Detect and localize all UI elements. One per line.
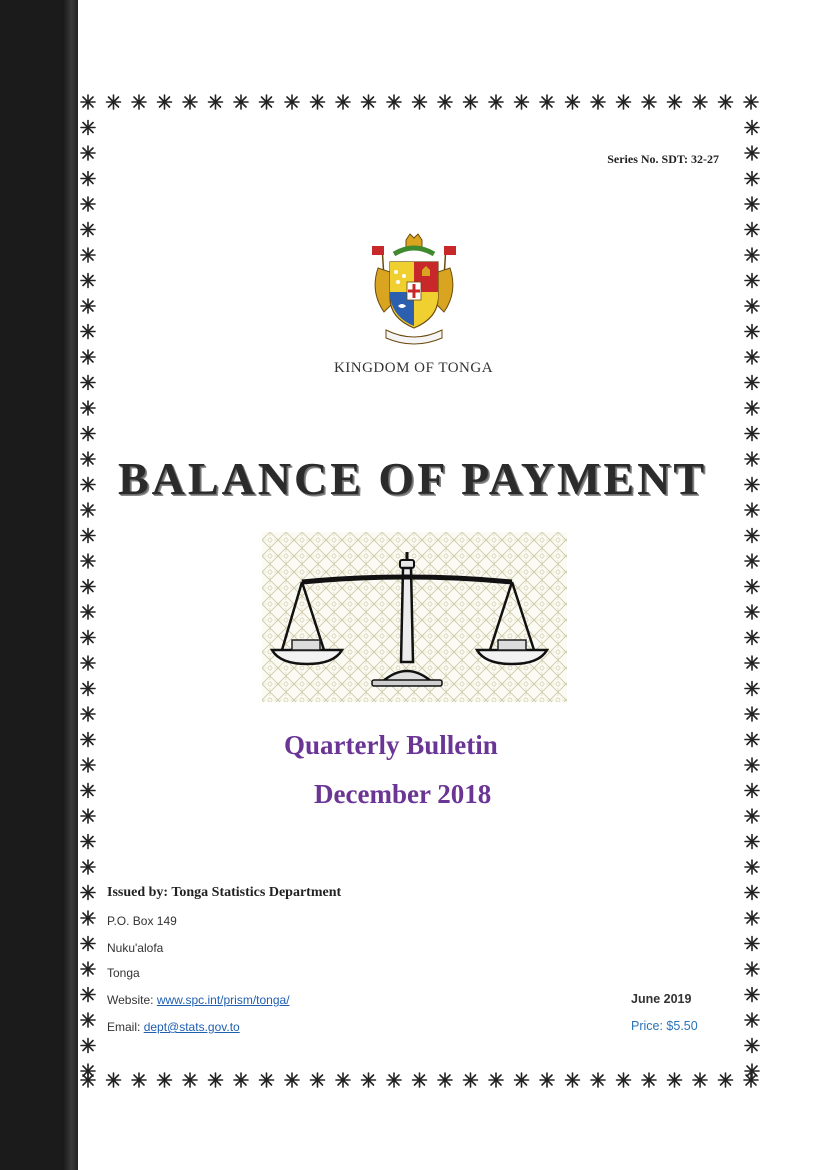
border-star bbox=[540, 95, 554, 109]
border-star bbox=[745, 427, 759, 441]
border-star bbox=[81, 376, 95, 390]
border-star bbox=[745, 962, 759, 976]
border-star bbox=[311, 95, 325, 109]
border-star bbox=[745, 121, 759, 135]
website-link[interactable]: www.spc.int/prism/tonga/ bbox=[156, 993, 290, 1007]
border-star bbox=[107, 1073, 121, 1087]
balance-scale-icon bbox=[262, 532, 567, 702]
border-star bbox=[107, 95, 121, 109]
border-star bbox=[745, 401, 759, 415]
border-star bbox=[438, 95, 452, 109]
border-star bbox=[745, 325, 759, 339]
border-star bbox=[745, 605, 759, 619]
border-star bbox=[81, 656, 95, 670]
border-star bbox=[744, 95, 758, 109]
border-star bbox=[81, 1039, 95, 1053]
border-star bbox=[745, 835, 759, 849]
border-star bbox=[81, 605, 95, 619]
border-star bbox=[745, 146, 759, 160]
border-star bbox=[81, 452, 95, 466]
border-star bbox=[745, 554, 759, 568]
series-number: Series No. SDT: 32-27 bbox=[607, 152, 719, 166]
border-star bbox=[745, 1013, 759, 1027]
country-name: KINGDOM OF TONGA bbox=[333, 360, 494, 376]
border-star bbox=[745, 376, 759, 390]
border-star bbox=[745, 478, 759, 492]
border-star bbox=[745, 784, 759, 798]
subtitle-period: December 2018 bbox=[314, 779, 492, 809]
email-link[interactable]: dept@stats.gov.to bbox=[143, 1020, 240, 1034]
website-label: Website: bbox=[107, 993, 157, 1007]
border-star bbox=[336, 1073, 350, 1087]
border-star bbox=[183, 95, 197, 109]
border-star bbox=[719, 1073, 733, 1087]
border-star bbox=[464, 95, 478, 109]
website-line bbox=[107, 993, 290, 1007]
border-star bbox=[745, 452, 759, 466]
publication-date: June 2019 bbox=[631, 992, 692, 1006]
border-star bbox=[81, 274, 95, 288]
border-star bbox=[81, 223, 95, 237]
border-star bbox=[489, 1073, 503, 1087]
border-star bbox=[234, 95, 248, 109]
border-star bbox=[745, 656, 759, 670]
border-star bbox=[81, 937, 95, 951]
border-star bbox=[515, 95, 529, 109]
border-star bbox=[81, 427, 95, 441]
border-star bbox=[81, 707, 95, 721]
border-star bbox=[209, 95, 223, 109]
border-star bbox=[489, 95, 503, 109]
border-star bbox=[668, 95, 682, 109]
border-star bbox=[566, 1073, 580, 1087]
border-star bbox=[81, 197, 95, 211]
border-star bbox=[81, 554, 95, 568]
border-star bbox=[745, 197, 759, 211]
border-star bbox=[693, 1073, 707, 1087]
border-star bbox=[260, 1073, 274, 1087]
border-star bbox=[209, 1073, 223, 1087]
border-star bbox=[81, 835, 95, 849]
border-star bbox=[515, 1073, 529, 1087]
border-star bbox=[617, 1073, 631, 1087]
border-star bbox=[81, 1013, 95, 1027]
border-star bbox=[285, 1073, 299, 1087]
border-star bbox=[81, 631, 95, 645]
border-star bbox=[617, 95, 631, 109]
border-star bbox=[745, 911, 759, 925]
border-star bbox=[81, 325, 95, 339]
border-star bbox=[745, 937, 759, 951]
border-star bbox=[81, 1064, 95, 1078]
border-star bbox=[745, 886, 759, 900]
border-star bbox=[81, 784, 95, 798]
border-star bbox=[591, 1073, 605, 1087]
border-star bbox=[693, 95, 707, 109]
city: Nuku'alofa bbox=[107, 941, 164, 955]
border-star bbox=[81, 172, 95, 186]
border-star bbox=[260, 95, 274, 109]
border-star bbox=[745, 1039, 759, 1053]
border-star bbox=[745, 809, 759, 823]
border-star bbox=[540, 1073, 554, 1087]
border-star bbox=[81, 529, 95, 543]
border-star bbox=[81, 733, 95, 747]
border-star bbox=[81, 911, 95, 925]
border-star bbox=[81, 809, 95, 823]
border-star bbox=[566, 95, 580, 109]
border-star bbox=[745, 299, 759, 313]
border-star bbox=[81, 95, 95, 109]
border-star bbox=[81, 146, 95, 160]
border-star bbox=[745, 758, 759, 772]
po-box: P.O. Box 149 bbox=[107, 914, 177, 928]
border-star bbox=[745, 988, 759, 1002]
border-star bbox=[158, 1073, 172, 1087]
border-star bbox=[81, 478, 95, 492]
border-star bbox=[234, 1073, 248, 1087]
border-star bbox=[642, 1073, 656, 1087]
border-star bbox=[745, 682, 759, 696]
border-star bbox=[745, 1064, 759, 1078]
border-star bbox=[81, 121, 95, 135]
border-star bbox=[745, 707, 759, 721]
border-star bbox=[183, 1073, 197, 1087]
border-star bbox=[81, 401, 95, 415]
subtitle-quarterly: Quarterly Bulletin bbox=[284, 730, 498, 760]
page-title: BALANCE OF PAYMENT bbox=[118, 453, 707, 504]
border-star bbox=[464, 1073, 478, 1087]
border-star bbox=[745, 172, 759, 186]
price: Price: $5.50 bbox=[631, 1019, 698, 1033]
border-star bbox=[81, 758, 95, 772]
border-star bbox=[81, 988, 95, 1002]
border-star bbox=[132, 1073, 146, 1087]
border-star bbox=[81, 503, 95, 517]
country: Tonga bbox=[107, 966, 140, 980]
border-star bbox=[362, 1073, 376, 1087]
border-star bbox=[413, 1073, 427, 1087]
border-star bbox=[642, 95, 656, 109]
border-star bbox=[81, 860, 95, 874]
border-star bbox=[81, 886, 95, 900]
border-star bbox=[668, 1073, 682, 1087]
border-star bbox=[311, 1073, 325, 1087]
email-label: Email: bbox=[107, 1020, 144, 1034]
border-star bbox=[745, 529, 759, 543]
border-star bbox=[591, 95, 605, 109]
border-star bbox=[81, 580, 95, 594]
issuer-name: Issued by: Tonga Statistics Department bbox=[107, 885, 342, 900]
border-star bbox=[438, 1073, 452, 1087]
border-star bbox=[81, 962, 95, 976]
border-star bbox=[719, 95, 733, 109]
border-star bbox=[745, 631, 759, 645]
border-star bbox=[745, 503, 759, 517]
email-line bbox=[107, 1020, 240, 1034]
border-star bbox=[81, 682, 95, 696]
border-star bbox=[745, 223, 759, 237]
coat-of-arms-icon bbox=[364, 232, 464, 352]
border-star bbox=[132, 95, 146, 109]
border-star bbox=[158, 95, 172, 109]
border-star bbox=[362, 95, 376, 109]
border-star bbox=[745, 860, 759, 874]
border-star bbox=[745, 248, 759, 262]
border-star bbox=[745, 580, 759, 594]
border-star bbox=[285, 95, 299, 109]
border-star bbox=[413, 95, 427, 109]
border-star bbox=[387, 95, 401, 109]
border-star bbox=[745, 274, 759, 288]
border-star bbox=[745, 733, 759, 747]
border-star bbox=[336, 95, 350, 109]
border-star bbox=[81, 299, 95, 313]
border-star bbox=[387, 1073, 401, 1087]
border-star bbox=[81, 248, 95, 262]
